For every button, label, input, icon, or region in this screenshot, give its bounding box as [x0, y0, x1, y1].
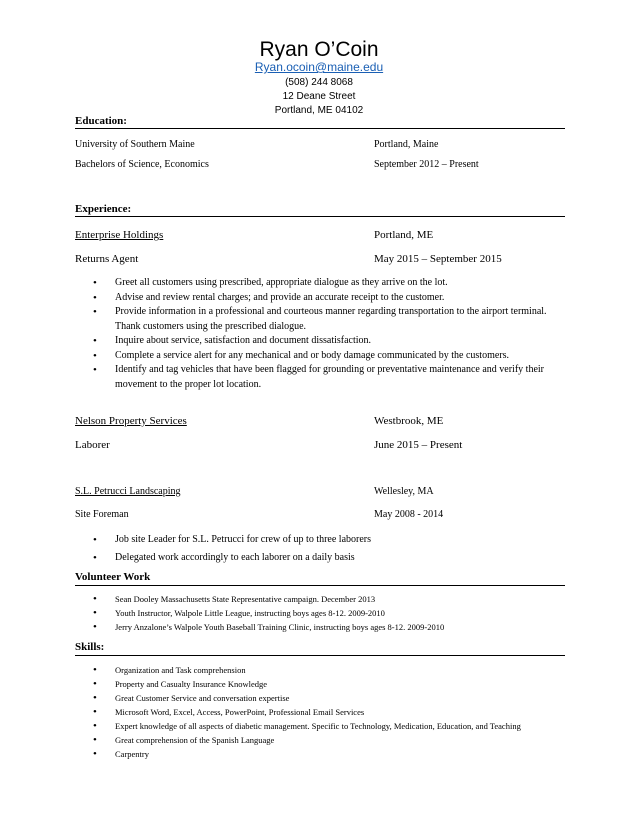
list-item: • Job site Leader for S.L. Petrucci for crew of up to three laborers	[93, 531, 553, 549]
email-link[interactable]: Ryan.ocoin@maine.edu	[254, 60, 384, 74]
education-dates: September 2012 – Present	[374, 159, 479, 170]
job-location: Westbrook, ME	[374, 415, 444, 427]
list-item: • Jerry Anzalone’s Walpole Youth Baseball Training Clinic, instructing boys ages 8-12. 2009-2010	[93, 620, 553, 634]
job-dates: May 2008 - 2014	[374, 509, 444, 520]
list-item: • Great Customer Service and conversation expertise	[93, 691, 553, 705]
job-title: Laborer	[75, 439, 110, 451]
street-address: 12 Deane Street	[282, 91, 356, 102]
list-item: • Inquire about service, satisfaction and document dissatisfaction.	[93, 334, 553, 349]
city-address: Portland, ME 04102	[274, 105, 364, 116]
list-item: • Greet all customers using prescribed, appropriate dialogue as they arrive on the lot.	[93, 276, 553, 291]
list-item: • Advise and review rental charges; and provide an accurate receipt to the customer.	[93, 291, 553, 306]
list-item: • Microsoft Word, Excel, Access, PowerPoint, Professional Email Services	[93, 705, 553, 719]
list-item: • Provide information in a professional and courteous manner regarding transportation to the airport terminal. Thank customers using the prescribed dialogue.	[93, 305, 553, 334]
job-title: Returns Agent	[75, 253, 139, 265]
list-item: • Carpentry	[93, 747, 553, 761]
experience-divider	[75, 216, 565, 217]
skills-list	[93, 663, 553, 761]
experience-heading: Experience:	[75, 203, 132, 215]
job-location: Portland, ME	[374, 229, 434, 241]
school-location: Portland, Maine	[374, 139, 439, 150]
degree: Bachelors of Science, Economics	[75, 159, 209, 170]
skills-divider	[75, 655, 565, 656]
phone-number: (508) 244 8068	[285, 77, 353, 88]
list-item: • Property and Casualty Insurance Knowledge	[93, 677, 553, 691]
job-location: Wellesley, MA	[374, 486, 434, 497]
job-company: Nelson Property Services	[75, 415, 187, 427]
list-item: • Expert knowledge of all aspects of diabetic management. Specific to Technology, Medication, Education, and Teaching	[93, 719, 553, 733]
email-link-wrapper	[0, 60, 638, 74]
list-item: • Delegated work accordingly to each laborer on a daily basis	[93, 549, 553, 567]
volunteer-divider	[75, 585, 565, 586]
skills-heading: Skills:	[75, 641, 105, 653]
job-dates: June 2015 – Present	[374, 439, 463, 451]
volunteer-heading: Volunteer Work	[75, 571, 151, 583]
volunteer-list	[93, 592, 553, 634]
job-duties-list	[93, 531, 553, 567]
job-duties-list	[93, 276, 553, 392]
job-company: S.L. Petrucci Landscaping	[75, 486, 181, 497]
list-item: • Complete a service alert for any mechanical and or body damage communicated by the customers.	[93, 349, 553, 364]
candidate-name: Ryan O’Coin	[259, 38, 379, 61]
job-dates: May 2015 – September 2015	[374, 253, 502, 265]
list-item: • Organization and Task comprehension	[93, 663, 553, 677]
education-heading: Education:	[75, 115, 127, 127]
list-item: • Identify and tag vehicles that have been flagged for grounding or preventative maintenance and verify their movement to the proper lot location.	[93, 363, 553, 392]
list-item: • Great comprehension of the Spanish Language	[93, 733, 553, 747]
list-item: • Sean Dooley Massachusetts State Representative campaign. December 2013	[93, 592, 553, 606]
job-company: Enterprise Holdings	[75, 229, 164, 241]
job-title: Site Foreman	[75, 509, 129, 520]
list-item: • Youth Instructor, Walpole Little League, instructing boys ages 8-12. 2009-2010	[93, 606, 553, 620]
school-name: University of Southern Maine	[75, 139, 195, 150]
education-divider	[75, 128, 565, 129]
